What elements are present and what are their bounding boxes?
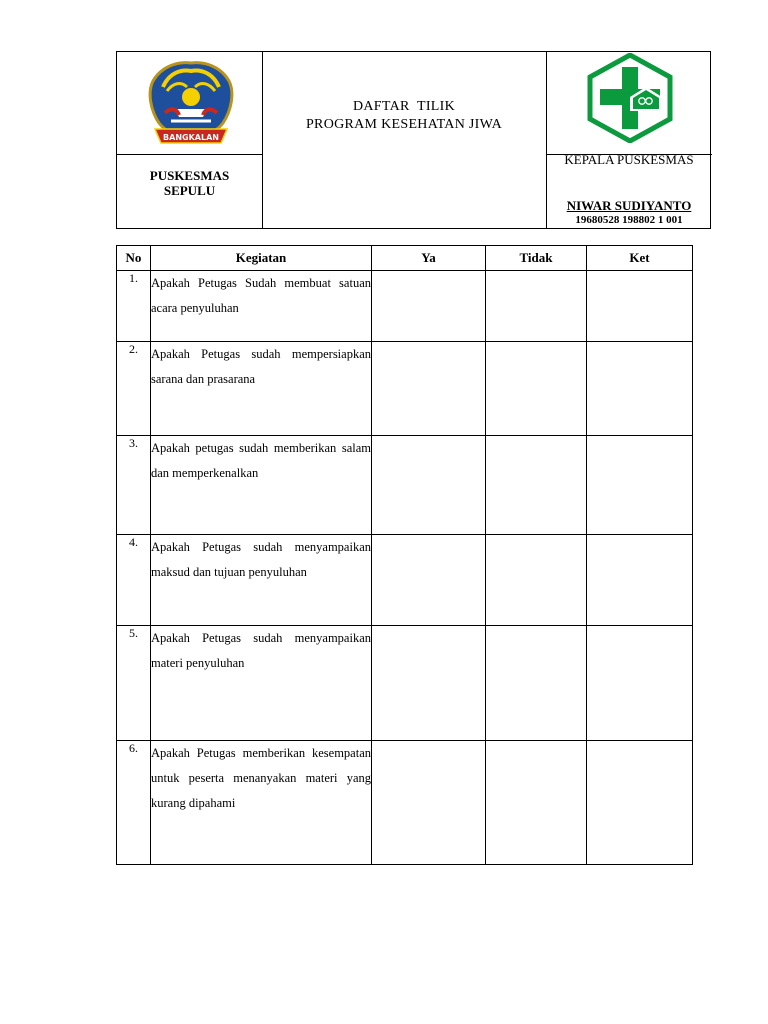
ket-cell[interactable] xyxy=(587,535,693,626)
tidak-cell[interactable] xyxy=(486,342,587,436)
puskesmas-name xyxy=(117,168,262,198)
row-kegiatan: Apakah Petugas sudah menyampaikan maksud dan tujuan penyuluhan xyxy=(151,535,372,626)
ya-cell[interactable] xyxy=(372,535,486,626)
table-row xyxy=(117,436,693,535)
ya-cell[interactable] xyxy=(372,436,486,535)
bangkalan-emblem-logo xyxy=(145,57,237,149)
puskesmas-line2: SEPULU xyxy=(163,183,216,198)
header-ya: Ya xyxy=(372,246,486,271)
ket-cell[interactable] xyxy=(587,626,693,741)
title-line2: PROGRAM KESEHATAN JIWA xyxy=(305,117,503,132)
header-tidak: Tidak xyxy=(486,246,587,271)
tidak-cell[interactable] xyxy=(486,626,587,741)
ya-cell[interactable] xyxy=(372,626,486,741)
header-divider xyxy=(117,154,262,155)
ket-cell[interactable] xyxy=(587,271,693,342)
checklist-table xyxy=(116,245,693,865)
table-row xyxy=(117,741,693,865)
tidak-cell[interactable] xyxy=(486,271,587,342)
ket-cell[interactable] xyxy=(587,741,693,865)
table-row xyxy=(117,626,693,741)
kepala-label: KEPALA PUSKESMAS xyxy=(564,152,694,167)
puskesmas-line1: PUSKESMAS xyxy=(149,168,230,183)
row-number: 2. xyxy=(117,342,151,436)
kepala-name: NIWAR SUDIYANTO xyxy=(566,198,692,213)
header-ket: Ket xyxy=(587,246,693,271)
row-number: 6. xyxy=(117,741,151,865)
document-header xyxy=(116,51,711,229)
row-number: 1. xyxy=(117,271,151,342)
row-kegiatan: Apakah Petugas sudah menyampaikan materi penyuluhan xyxy=(151,626,372,741)
row-kegiatan: Apakah Petugas memberikan kesempatan untuk peserta menanyakan materi yang kurang dipahami xyxy=(151,741,372,865)
header-no: No xyxy=(117,246,151,271)
table-row xyxy=(117,342,693,436)
row-number: 5. xyxy=(117,626,151,741)
header-kegiatan: Kegiatan xyxy=(151,246,372,271)
ket-cell[interactable] xyxy=(587,342,693,436)
row-number: 3. xyxy=(117,436,151,535)
ya-cell[interactable] xyxy=(372,271,486,342)
row-kegiatan: Apakah Petugas Sudah membuat satuan acara penyuluhan xyxy=(151,271,372,342)
row-kegiatan: Apakah petugas sudah memberikan salam dan memperkenalkan xyxy=(151,436,372,535)
header-divider xyxy=(262,52,263,228)
document-title xyxy=(262,98,546,134)
tidak-cell[interactable] xyxy=(486,741,587,865)
ket-cell[interactable] xyxy=(587,436,693,535)
row-kegiatan: Apakah Petugas sudah mempersiapkan sarana dan prasarana xyxy=(151,342,372,436)
tidak-cell[interactable] xyxy=(486,436,587,535)
table-row xyxy=(117,535,693,626)
puskesmas-logo xyxy=(586,53,674,143)
table-header-row xyxy=(117,246,693,271)
title-line1: DAFTAR TILIK xyxy=(352,99,456,114)
ya-cell[interactable] xyxy=(372,741,486,865)
row-number: 4. xyxy=(117,535,151,626)
ya-cell[interactable] xyxy=(372,342,486,436)
table-row xyxy=(117,271,693,342)
logo-caption: BANGKALAN xyxy=(163,133,219,142)
kepala-nip: 19680528 198802 1 001 xyxy=(575,214,683,226)
tidak-cell[interactable] xyxy=(486,535,587,626)
